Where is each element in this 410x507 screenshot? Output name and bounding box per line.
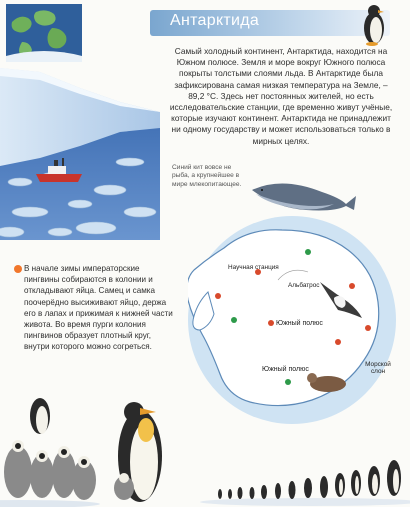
south-pole-marker — [268, 320, 274, 326]
penguin-icon — [356, 2, 390, 46]
page-title: Антарктида — [170, 12, 260, 29]
antarctica-map — [188, 212, 396, 424]
bullet-dot-icon — [14, 265, 22, 273]
penguin-paragraph: В начале зимы императорские пингвины собираются в колонии и откладывают яйца. Самец и самка поочерёдно высиживают яйцо, держа его в лапах и прижимая к нижней части живота. Во время пурги колония пингвинов образует плотный круг, внутри которого можно согреться. — [24, 264, 173, 352]
map-label-south-pole-bottom: Южный полюс — [262, 366, 309, 373]
whale-caption: Синий кит вовсе не рыба, а крупнейшее в мире млекопитающее. — [172, 164, 242, 188]
iceberg-ship-illustration — [0, 62, 160, 240]
emperor-penguins-illustration — [0, 376, 190, 507]
map-label-seal: Морской слон — [365, 361, 391, 376]
map-label-albatross: Альбатрос — [288, 282, 320, 289]
map-label-south-pole: Южный полюс — [276, 320, 323, 327]
map-label-station: Научная станция — [228, 264, 279, 271]
penguin-march-illustration — [190, 440, 410, 507]
intro-paragraph: Самый холодный континент, Антарктида, находится на Южном полюсе. Земля и море вокруг Южного полюса покрыты толстыми слоями льда. В Антарктиде была зафиксирована самая низкая температура на Земле, –89,2 °С. Здесь нет постоянных жителей, но есть исследовательские станции, где временно живут учёные, которые изучают континент. Антарктида не принадлежит ни одному государству и может использоваться только в мирных целях. — [169, 46, 393, 146]
globe-icon — [6, 4, 82, 62]
